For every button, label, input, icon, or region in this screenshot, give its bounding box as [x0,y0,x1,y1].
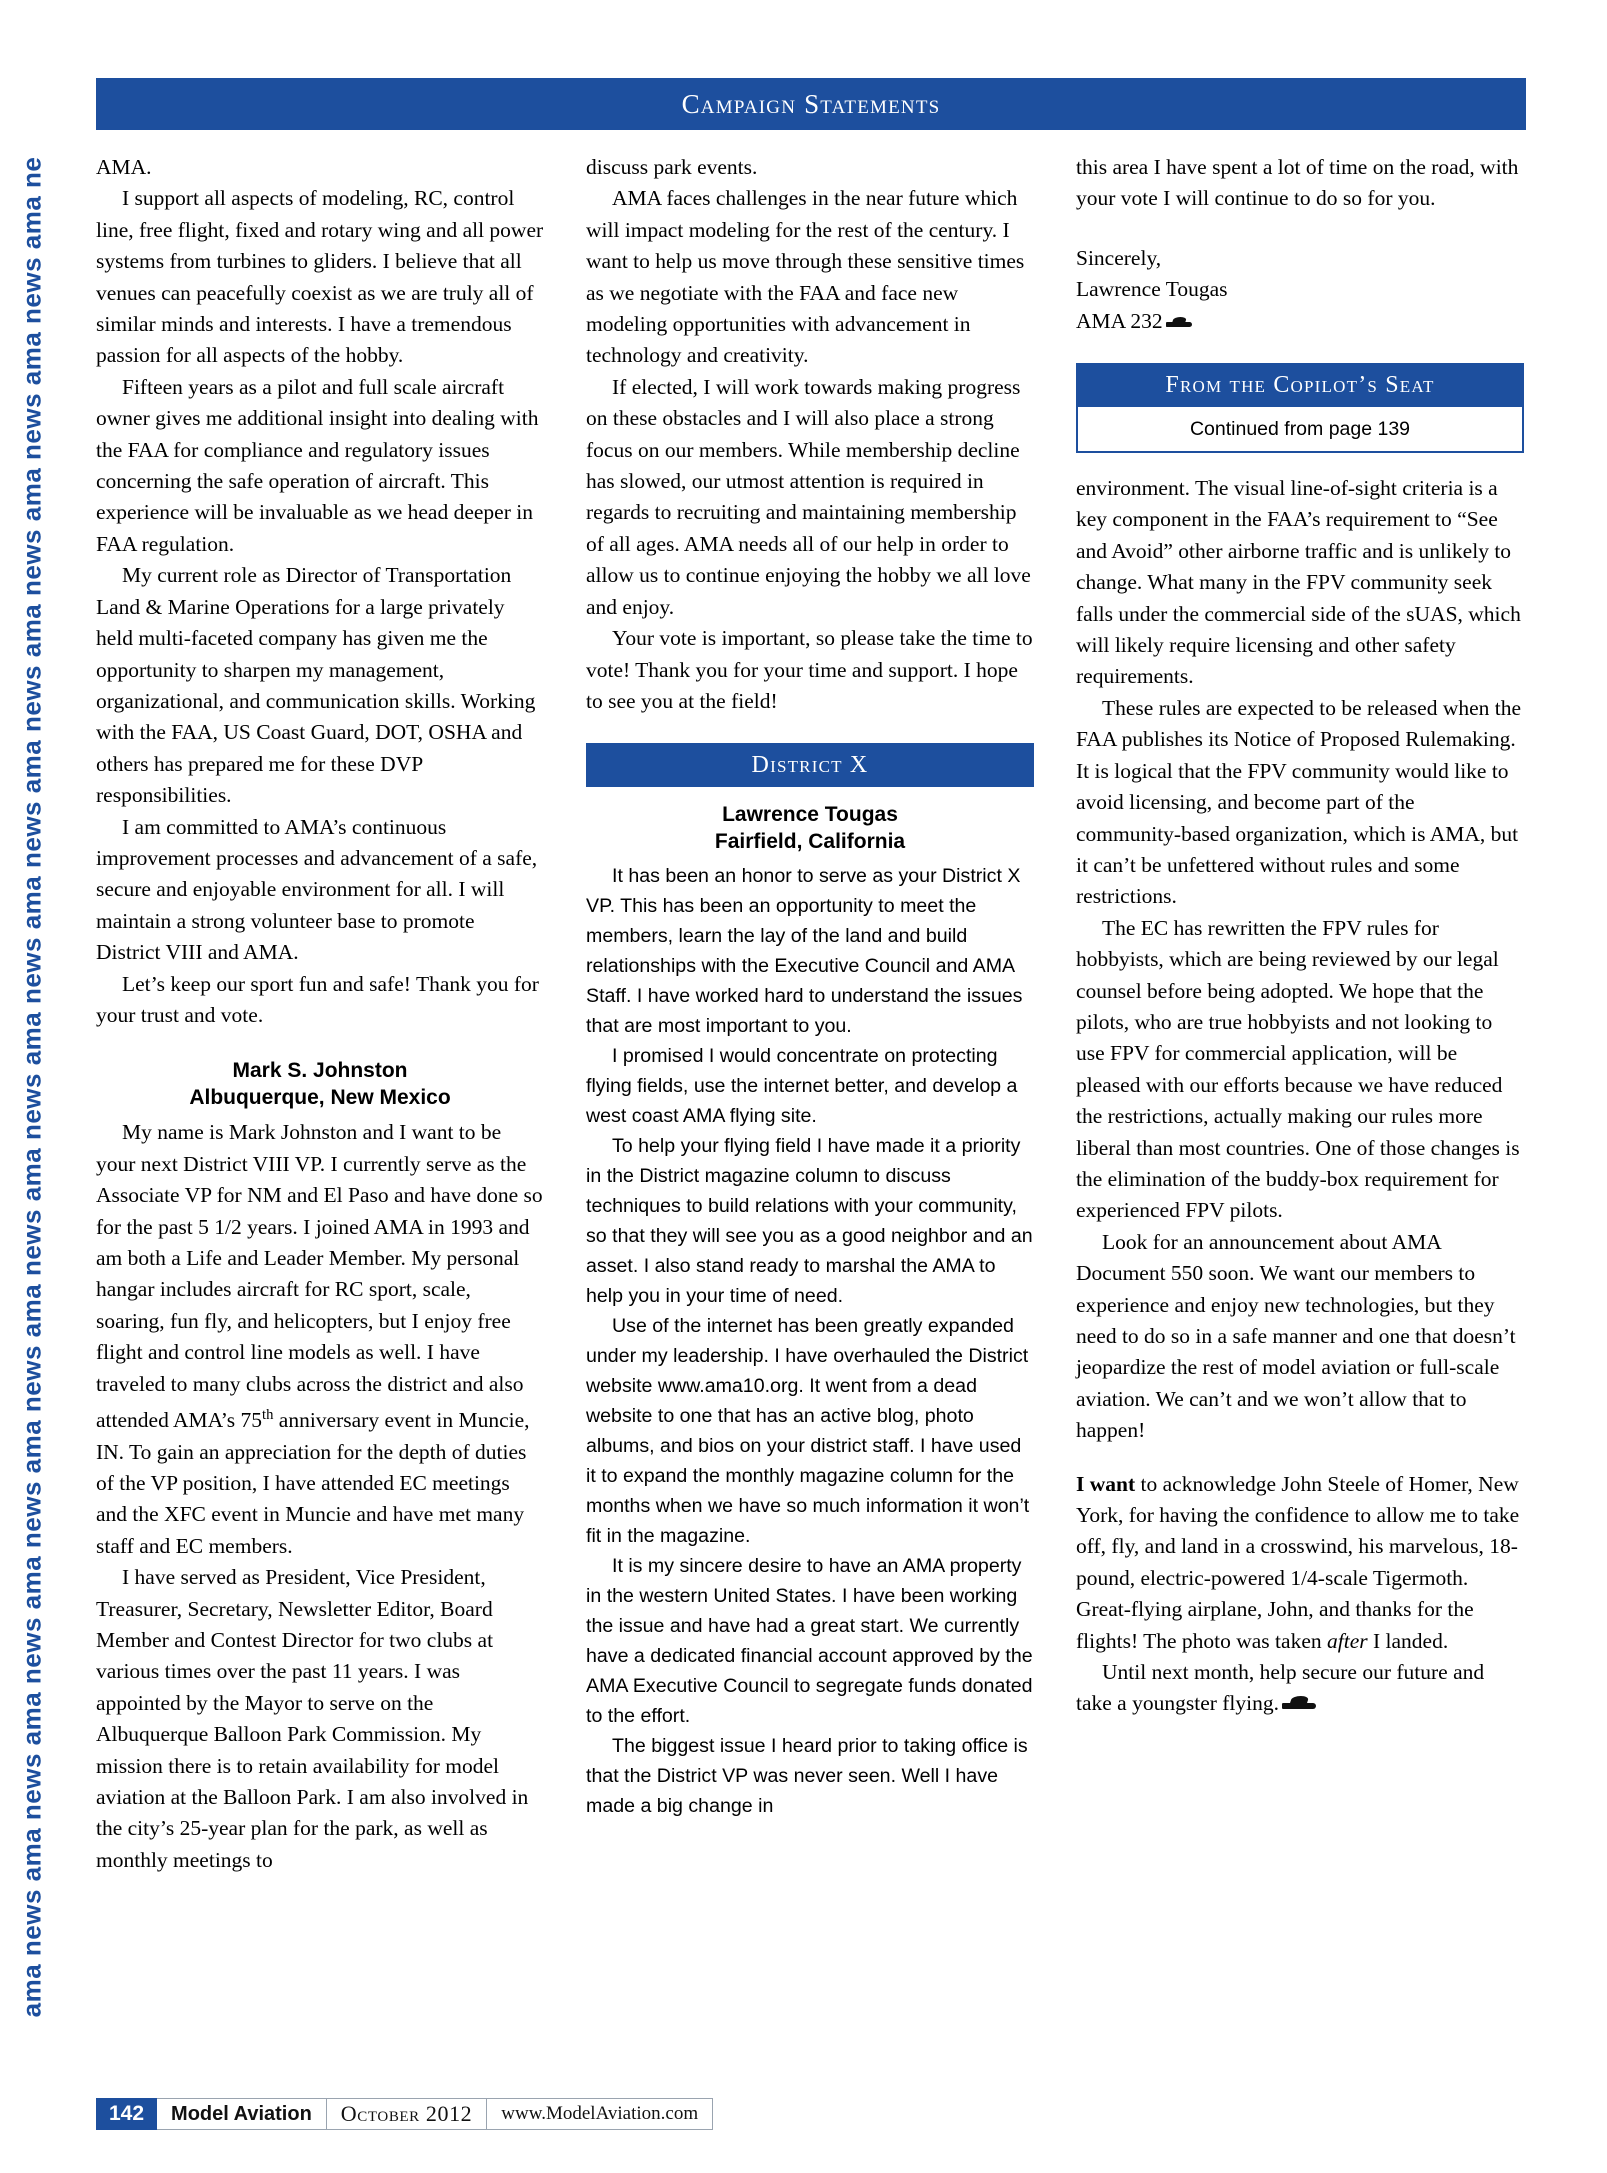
paragraph: Look for an announcement about AMA Document 550 soon. We want our members to experience and enjoy new technologies, but they need to do so in a safe manner and one that doesn’t jeopardize the rest of model aviation or full-scale aviation. We can’t and we won’t allow that to happen! [1076,1229,1516,1443]
ordinal-suffix: th [262,1407,274,1424]
candidate-location: Albuquerque, New Mexico [189,1086,451,1110]
paragraph [96,1117,544,1562]
campaign-statements-banner [96,78,1526,130]
paragraph: AMA faces challenges in the near future which will impact modeling for the rest of the century. I want to help us move through these sensitive times as we negotiate with the FAA and face new modeling opportunities with advancement in technology and creativity. [586,186,1025,368]
paragraph-part-c: I landed. [1367,1628,1449,1653]
footer-magazine-name: Model Aviation [157,2098,327,2130]
paragraph: To help your flying field I have made it a priority in the District magazine column to discuss techniques to build relations with your community, so that they will see you as a good neighbor and an asset. I also stand ready to marshal the AMA to help you in your time of need. [586,1135,1033,1308]
paragraph: These rules are expected to be released when the FAA publishes its Notice of Proposed Rulemaking. It is logical that the FPV community would like to avoid licensing, and become part of the community-based organization, which is AMA, but it can’t be unfettered without rules and some restrictions. [1076,695,1522,909]
paragraph: It has been an honor to serve as your District X VP. This has been an opportunity to meet the members, learn the lay of the land and build relationships with the Executive Council and AMA Staff. I have worked hard to understand the issues that are most important to you. [586,865,1023,1038]
footer-issue-date: October 2012 [327,2098,488,2130]
paragraph [1076,1657,1524,1720]
signoff-line-2: Lawrence Tougas [1076,277,1228,302]
paragraph: this area I have spent a lot of time on the road, with your vote I will continue to do so for you. [1076,155,1519,211]
candidate-heading [586,801,1034,855]
paragraph-part-b: -scale Tigermoth. Great-flying airplane, John, and thanks for the flights! The photo was taken [1076,1565,1474,1653]
paragraph: The EC has rewritten the FPV rules for hobbyists, which are being reviewed by our legal counsel before being adopted. We hope that the pilots, who are true hobbyists and not looking to use FPV for commercial application, will be pleased with our efforts because we have reduced the restrictions, actually making our rules more liberal than most countries. One of those changes is the elimination of the buddy-box requirement for experienced FPV pilots. [1076,915,1520,1223]
paragraph: My current role as Director of Transportation Land & Marine Operations for a large privately held multi-faceted company has given me the opportunity to sharpen my management, organizational, and communication skills. Working with the FAA, US Coast Guard, DOT, OSHA and others has prepared me for these DVP responsibilities. [96,563,536,808]
airplane-icon [1282,1696,1316,1713]
paragraph: I promised I would concentrate on protecting flying fields, use the internet better, and develop a west coast AMA flying site. [586,1045,1018,1128]
signoff [1076,243,1524,337]
paragraph: discuss park events. [586,155,758,179]
candidate-heading [96,1057,544,1111]
paragraph-part-a: to acknowledge John Steele of Homer, New York, for having the confidence to allow me to take off, fly, and land in a crosswind, his marvelous, 18-pound, electric-powered [1076,1471,1520,1590]
vertical-rail [0,0,64,2173]
section-title: District X [751,751,869,778]
paragraph: I support all aspects of modeling, RC, control line, free flight, fixed and rotary wing and all power systems from turbines to gliders. I believe that all venues can peacefully coexist as we are truly all of similar minds and interests. I have a tremendous passion for all aspects of the hobby. [96,186,544,368]
continued-from-text: Continued from page 139 [1189,417,1411,440]
signoff-line-3: AMA 232 [1076,308,1163,333]
copilots-seat-section-bar [1076,363,1524,407]
fraction: 1/4 [1290,1565,1318,1590]
column-three [1076,152,1524,1992]
paragraph: Use of the internet has been greatly expanded under my leadership. I have overhauled the District website www.ama10.org. It went from a dead website to one that has an active blog, photo albums, and bios on your district staff. I have used it to expand the monthly magazine column for the months when we have so much information it won’t fit in the magazine. [586,1315,1030,1548]
page-footer [96,2098,713,2130]
candidate-name: Mark S. Johnston [232,1059,408,1083]
paragraph: If elected, I will work towards making progress on these obstacles and I will also place a strong focus on our members. While membership decline has slowed, our utmost attention is required in regards to recruiting and maintaining membership of all ages. AMA needs all of our help in order to allow us to continue enjoying the hobby we all love and enjoy. [586,374,1031,619]
paragraph: environment. The visual line-of-sight criteria is a key component in the FAA’s requirement to “See and Avoid” other airborne traffic and is unlikely to change. What many in the FPV community seek falls under the commercial side of the sUAS, which will likely require licensing and other safety requirements. [1076,476,1521,689]
paragraph-part-a: My name is Mark Johnston and I want to be your next District VIII VP. I currently serve as the Associate VP for NM and El Paso and have done so for the past 5 1/2 years. I joined AMA in 1993 and am both a Life and Leader Member. My personal hangar includes aircraft for RC sport, scale, soaring, fun fly, and helicopters, but I enjoy free flight and control line models as well. I have traveled to many clubs across the district and also attended AMA’s 75 [96,1120,543,1433]
paragraph-part-b: anniversary event in Muncie, IN. To gain an appreciation for the depth of duties of the VP position, I have attended EC meetings and the XFC event in Muncie and have met many staff and EC members. [96,1408,530,1558]
continued-from-box [1076,407,1524,453]
paragraph: The biggest issue I heard prior to taking office is that the District VP was never seen. Well I have made a big change in [586,1735,1028,1818]
paragraph: Your vote is important, so please take the time to vote! Thank you for your time and support. I hope to see you at the field! [586,626,1033,713]
page-content [96,78,1526,2098]
banner-title: Campaign Statements [681,88,941,119]
paragraph [1076,1469,1524,1657]
section-title: From the Copilot’s Seat [1165,371,1435,398]
paragraph: It is my sincere desire to have an AMA property in the western United States. I have been working the issue and have had a great start. We currently have a dedicated financial account approved by the AMA Executive Council to segregate funds donated to the effort. [586,1555,1033,1728]
vertical-rail-text: ama news ama news ama news ama news ama news ama news ama news ama news ama news ama news ama news ama news ama news ama ne [16,156,47,2017]
airplane-icon [1166,317,1192,330]
signoff-line-1: Sincerely, [1076,245,1162,270]
paragraph: I am committed to AMA’s continuous improvement processes and advancement of a safe, secure and enjoyable environment for all. I will maintain a strong volunteer base to promote District VIII and AMA. [96,814,538,965]
paragraph: Fifteen years as a pilot and full scale aircraft owner gives me additional insight into dealing with the FAA for compliance and regulatory issues concerning the safe operation of aircraft. This experience will be invaluable as we head deeper in FAA regulation. [96,374,539,556]
paragraph: Let’s keep our sport fun and safe! Thank you for your trust and vote. [96,971,539,1027]
paragraph: I have served as President, Vice President, Treasurer, Secretary, Newsletter Editor, Board Member and Contest Director for two clubs at various times over the past 11 years. I was appointed by the Mayor to serve on the Albuquerque Balloon Park Commission. My mission there is to retain availability for model aviation at the Balloon Park. I am also involved in the city’s 25-year plan for the park, as well as monthly meetings to [96,1565,529,1872]
paragraph: AMA. [96,155,152,179]
three-column-layout [96,152,1526,1992]
closing-text: Until next month, help secure our future and take a youngster flying. [1076,1660,1485,1716]
lead-in-bold: I want [1076,1471,1136,1496]
candidate-name: Lawrence Tougas [722,803,898,827]
footer-url[interactable]: www.ModelAviation.com [487,2098,713,2130]
footer-page-number: 142 [96,2098,157,2130]
district-x-section-bar [586,743,1034,787]
column-one [96,152,544,1992]
emphasis: after [1327,1628,1368,1653]
column-two [586,152,1034,1992]
candidate-location: Fairfield, California [714,830,906,854]
